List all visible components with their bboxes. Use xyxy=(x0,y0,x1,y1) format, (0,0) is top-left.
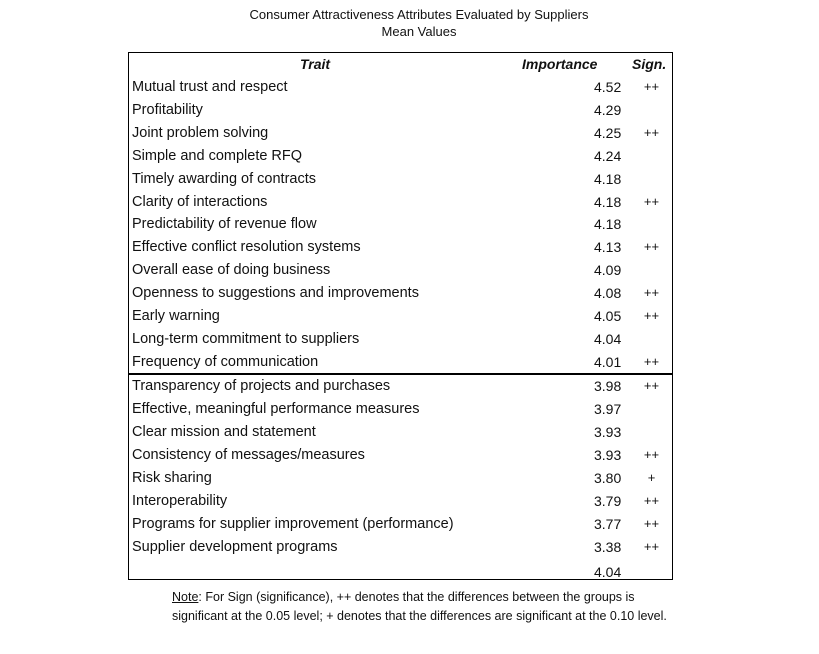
row-importance: 4.29 xyxy=(594,101,622,118)
row-trait: Predictability of revenue flow xyxy=(132,216,317,233)
row-sign: ++ xyxy=(643,515,660,531)
row-sign: ++ xyxy=(643,538,660,554)
row-sign: ++ xyxy=(643,79,660,94)
table-row xyxy=(129,213,672,236)
table-title: Consumer Attractiveness Attributes Evaluated by Suppliers xyxy=(249,7,589,22)
note-label: Note xyxy=(172,590,199,604)
table-row xyxy=(129,305,672,328)
row-trait: Overall ease of doing business xyxy=(132,262,331,279)
table-row xyxy=(129,513,672,536)
row-importance: 4.13 xyxy=(594,239,622,256)
table-row xyxy=(129,421,672,444)
note-text: : For Sign (significance), ++ denotes that the differences between the groups is significant at the 0.05 level; + denotes that the differences are significant at the 0.10 level. xyxy=(172,590,667,623)
row-trait: Effective conflict resolution systems xyxy=(132,239,361,256)
row-trait: Clarity of interactions xyxy=(132,193,268,210)
row-trait: Long-term commitment to suppliers xyxy=(132,330,360,347)
row-sign: ++ xyxy=(643,378,660,394)
table-row xyxy=(129,259,672,282)
table-row xyxy=(129,122,672,145)
table-row xyxy=(129,328,672,351)
row-importance: 4.18 xyxy=(594,193,622,210)
row-importance: 4.24 xyxy=(594,147,622,164)
row-importance: 4.25 xyxy=(594,124,622,141)
row-trait: Timely awarding of contracts xyxy=(132,170,317,187)
row-sign: ++ xyxy=(643,124,660,140)
row-importance: 3.77 xyxy=(594,515,622,532)
row-trait: Frequency of communication xyxy=(132,353,319,370)
table-row xyxy=(129,145,672,168)
row-importance: 3.97 xyxy=(594,401,622,418)
row-trait: Risk sharing xyxy=(132,469,212,486)
table-row xyxy=(129,467,672,490)
row-sign: ++ xyxy=(643,446,660,462)
row-importance: 3.80 xyxy=(594,469,622,486)
row-trait: Consistency of messages/measures xyxy=(132,446,365,463)
row-importance: 3.93 xyxy=(594,446,622,463)
row-importance: 3.93 xyxy=(594,424,622,440)
row-trait: Openness to suggestions and improvements xyxy=(132,285,419,302)
row-sign: ++ xyxy=(643,492,660,508)
row-importance: 3.79 xyxy=(594,492,622,509)
table-row xyxy=(129,191,672,214)
row-sign: + xyxy=(647,469,656,485)
row-importance: 4.05 xyxy=(594,308,622,324)
table-row xyxy=(129,168,672,191)
row-trait: Simple and complete RFQ xyxy=(132,147,303,164)
row-importance: 4.08 xyxy=(594,285,622,302)
row-importance: 3.98 xyxy=(594,378,622,395)
row-trait: Joint problem solving xyxy=(132,124,269,141)
row-importance: 3.38 xyxy=(594,538,622,555)
row-trait: Transparency of projects and purchases xyxy=(132,378,391,395)
table-row xyxy=(129,351,672,374)
table-row xyxy=(129,444,672,467)
row-trait: Early warning xyxy=(132,308,220,324)
row-trait: Clear mission and statement xyxy=(132,424,316,440)
table-row xyxy=(129,236,672,259)
table-row xyxy=(129,375,672,398)
table-row xyxy=(129,490,672,513)
table-row xyxy=(129,398,672,421)
row-sign: ++ xyxy=(643,308,660,323)
row-importance: 4.04 xyxy=(594,330,622,347)
table-divider xyxy=(129,373,672,375)
overall-mean: 4.04 xyxy=(594,564,622,580)
footnote xyxy=(172,588,692,626)
row-importance: 4.09 xyxy=(594,262,622,279)
row-sign: ++ xyxy=(643,285,660,301)
row-sign: ++ xyxy=(643,193,660,209)
table-subtitle: Mean Values xyxy=(381,24,457,39)
table-row xyxy=(129,76,672,99)
row-importance: 4.52 xyxy=(594,79,622,95)
row-importance: 4.01 xyxy=(594,353,622,370)
header-importance: Importance xyxy=(522,56,598,72)
row-trait: Effective, meaningful performance measures xyxy=(132,401,420,418)
table-row xyxy=(129,282,672,305)
header-sign: Sign. xyxy=(632,56,667,72)
row-importance: 4.18 xyxy=(594,216,622,233)
row-trait: Profitability xyxy=(132,101,203,118)
table-row xyxy=(129,536,672,559)
row-importance: 4.18 xyxy=(594,170,622,187)
table-row xyxy=(129,99,672,122)
row-trait: Programs for supplier improvement (performance) xyxy=(132,515,454,532)
row-trait: Mutual trust and respect xyxy=(132,79,288,95)
row-sign: ++ xyxy=(643,353,660,369)
header-trait: Trait xyxy=(300,56,331,72)
row-sign: ++ xyxy=(643,239,660,255)
row-trait: Supplier development programs xyxy=(132,538,338,555)
row-trait: Interoperability xyxy=(132,492,228,509)
